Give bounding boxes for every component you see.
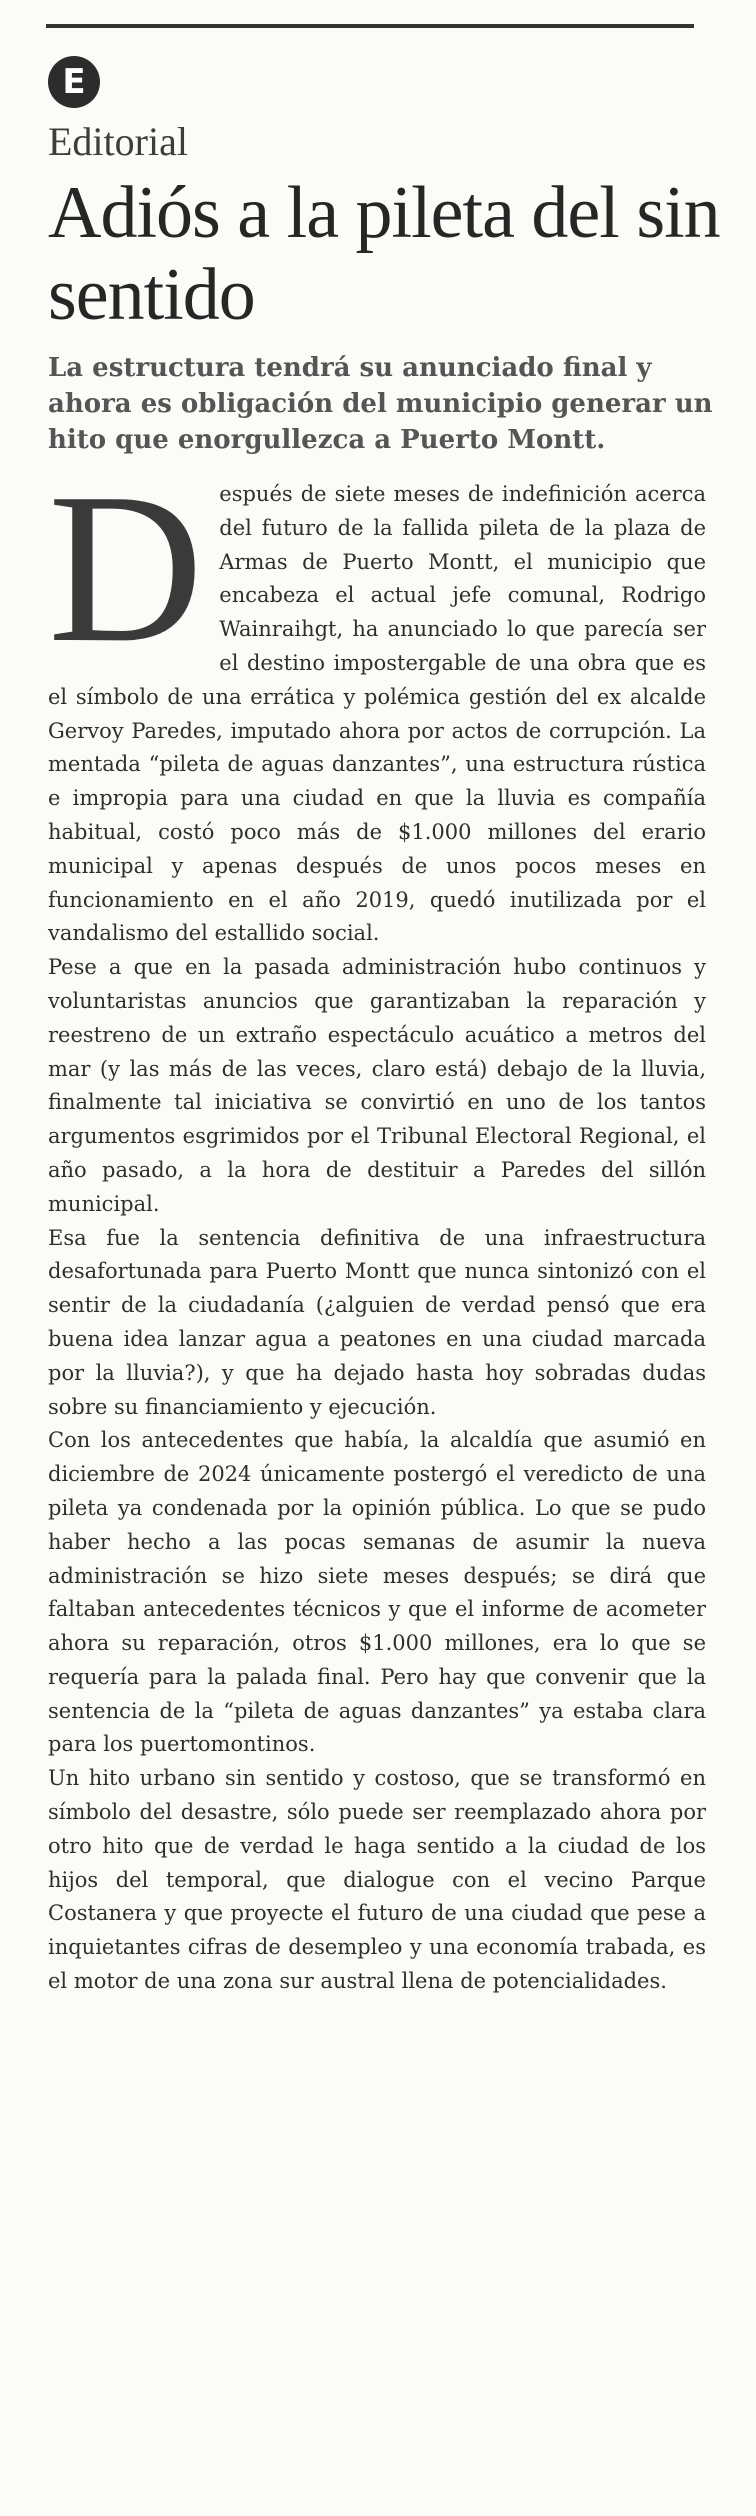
paragraph-2: Pese a que en la pasada administración hubo continuos y voluntaristas anuncios que garantizaban la reparación y reestreno de un extraño espectáculo acuático a metros del mar (y las más de las veces, claro está) debajo de la lluvia, finalmente tal iniciativa se convirtió en uno de los tantos argumentos esgrimidos por el Tribunal Electoral Regional, el año pasado, a la hora de destituir a Paredes del sillón municipal. <box>48 955 706 1216</box>
paragraph-1-text: espués de siete meses de indefinición acerca del futuro de la fallida pileta de la plaza de Armas de Puerto Montt, el municipio que encabeza el actual jefe comunal, Rodrigo Wainraihgt, ha anunciado lo que parecía ser el destino impostergable de una obra que es el símbolo de una errática y polémica gestión del ex alcalde Gervoy Paredes, imputado ahora por actos de corrupción. La mentada “pileta de aguas danzantes”, una estructura rústica e impropia para una ciudad en que la lluvia es compañía habitual, costó poco más de $1.000 millones del erario municipal y apenas después de unos pocos meses en funcionamiento en el año 2019, quedó inutilizada por el vandalismo del estallido social. <box>48 482 706 946</box>
paragraph-3: Esa fue la sentencia definitiva de una infraestructura desafortunada para Puerto Montt que nunca sintonizó con el sentir de la ciudadanía (¿alguien de verdad pensó que era buena idea lanzar agua a peatones en una ciudad marcada por la lluvia?), y que ha dejado hasta hoy sobradas dudas sobre su financiamiento y ejecución. <box>48 1225 706 1419</box>
section-label: Editorial <box>48 119 188 164</box>
top-rule <box>46 24 694 28</box>
article-body <box>48 448 706 1999</box>
editorial-badge-icon: E <box>48 56 100 108</box>
drop-cap: D <box>48 448 204 687</box>
headline: Adiós a la pileta del sin sentido <box>48 172 720 336</box>
paragraph-5: Un hito urbano sin sentido y costoso, que se transformó en símbolo del desastre, sólo puede ser reemplazado ahora por otro hito que de verdad le haga sentido a la ciudad de los hijos del temporal, que dialogue con el vecino Parque Costanera y que proyecte el futuro de una ciudad que pese a inquietantes cifras de desempleo y una economía trabada, es el motor de una zona sur austral llena de potencialidades. <box>48 1766 706 1994</box>
paragraph-1 <box>48 448 706 951</box>
paragraph-4: Con los antecedentes que había, la alcaldía que asumió en diciembre de 2024 únicamente postergó el veredicto de una pileta ya condenada por la opinión pública. Lo que se pudo haber hecho a las pocas semanas de asumir la nueva administración se hizo siete meses después; se dirá que faltaban antecedentes técnicos y que el informe de acometer ahora su reparación, otros $1.000 millones, era lo que se requería para la palada final. Pero hay que convenir que la sentencia de la “pileta de aguas danzantes” ya estaba clara para los puertomontinos. <box>48 1428 706 1757</box>
deck: La estructura tendrá su anunciado final y ahora es obligación del municipio generar un hito que enorgullezca a Puerto Montt. <box>48 353 713 455</box>
